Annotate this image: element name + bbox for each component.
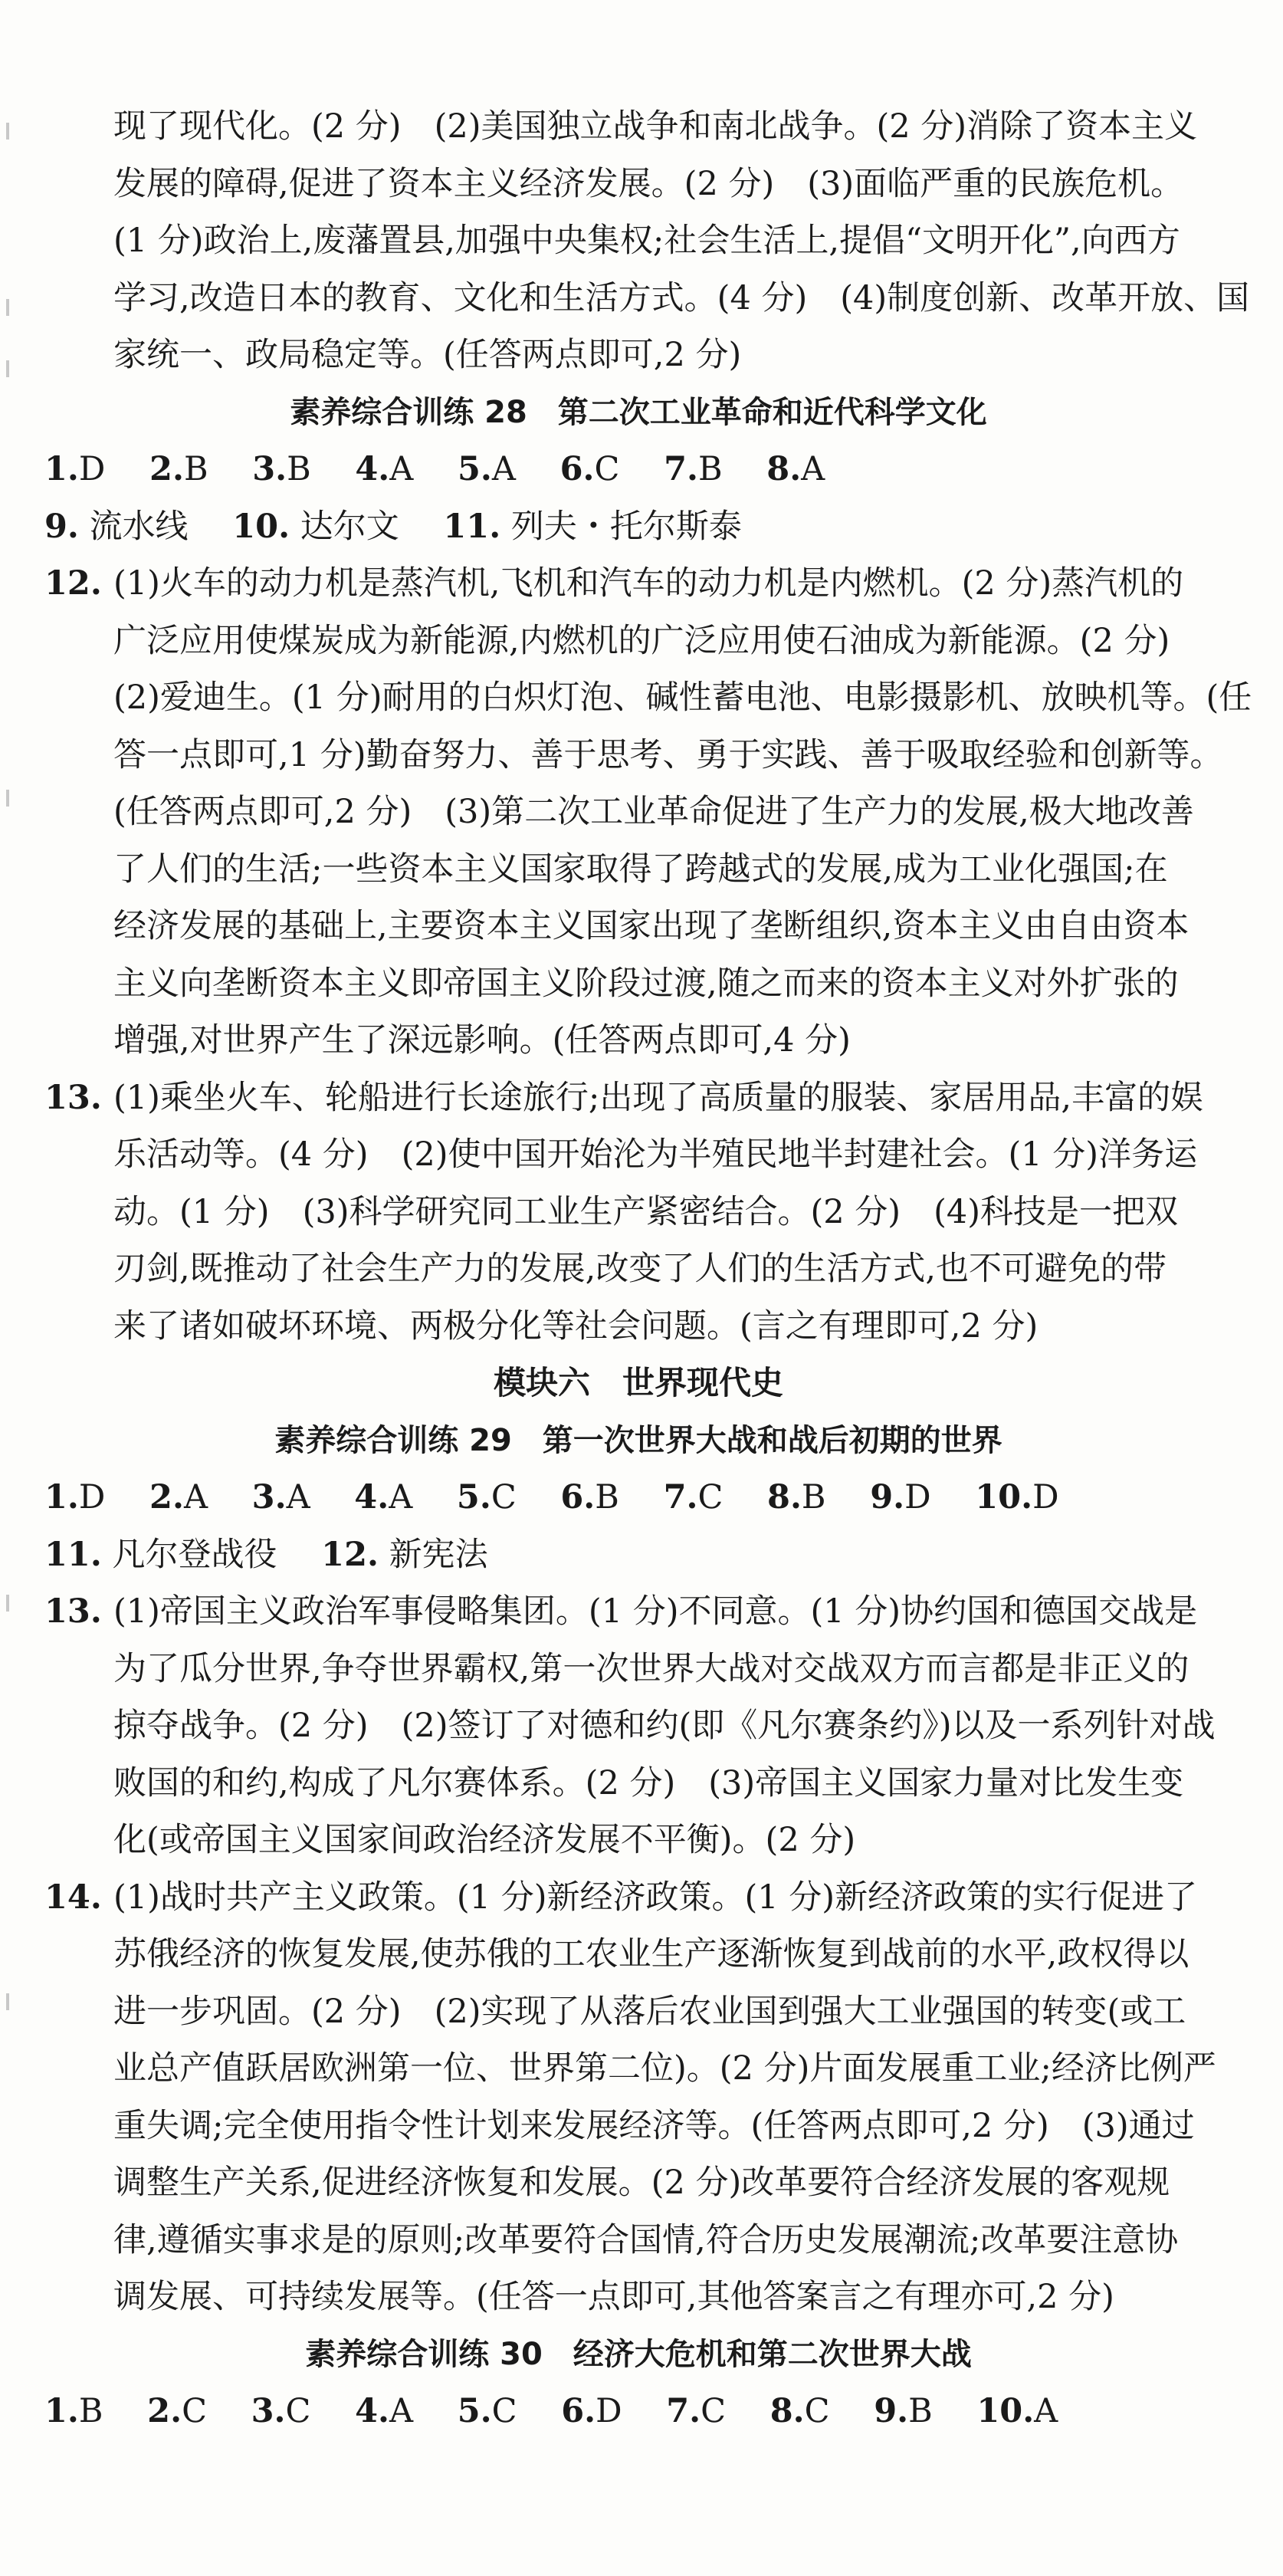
section-title-29: 素养综合训练 29 第一次世界大战和战后初期的世界 (274, 1422, 1002, 1458)
text-line: 进一步巩固。(2 分) (2)实现了从落后农业国到强大工业强国的转变(或工 (113, 1992, 1186, 2031)
answer-item: 7.B (664, 450, 723, 488)
answer-item: 1.D (44, 1478, 106, 1516)
answer-item: 10.D (975, 1478, 1059, 1516)
answer-item: 2.B (149, 450, 208, 488)
text-line: (1)战时共产主义政策。(1 分)新经济政策。(1 分)新经济政策的实行促进了 (113, 1878, 1198, 1917)
answer-item: 6.D (561, 2392, 622, 2430)
mc-answers-30 (44, 2383, 1232, 2440)
text-line: 掠夺战争。(2 分) (2)签订了对德和约(即《凡尔赛条约》)以及一系列针对战 (113, 1707, 1216, 1745)
fill-answers-29 (44, 1526, 1232, 1584)
question-number: 14. (44, 1878, 102, 1917)
text-line: 调发展、可持续发展等。(任答一点即可,其他答案言之有理亦可,2 分) (113, 2278, 1114, 2316)
answer-item: 8.B (767, 1478, 826, 1516)
answer-item: 4.A (354, 1478, 413, 1516)
text-line: 发展的障碍,促进了资本主义经济发展。(2 分) (3)面临严重的民族危机。 (113, 164, 1184, 203)
answer-item: 8.A (766, 450, 825, 488)
text-line: 败国的和约,构成了凡尔赛体系。(2 分) (3)帝国主义国家力量对比发生变 (113, 1763, 1184, 1802)
answer-item: 6.B (560, 1478, 619, 1516)
text-line: 刃剑,既推动了社会生产力的发展,改变了人们的生活方式,也不可避免的带 (113, 1250, 1167, 1288)
text-line: 重失调;完全使用指令性计划来发展经济等。(任答两点即可,2 分) (3)通过 (113, 2106, 1195, 2145)
text-line: (1 分)政治上,废藩置县,加强中央集权;社会生活上,提倡“文明开化”,向西方 (113, 222, 1180, 260)
text-line: (1)帝国主义政治军事侵略集团。(1 分)不同意。(1 分)协约国和德国交战是 (113, 1592, 1198, 1631)
text-line: 现了现代化。(2 分) (2)美国独立战争和南北战争。(2 分)消除了资本主义 (113, 107, 1198, 146)
text-line: 来了诸如破坏环境、两极分化等社会问题。(言之有理即可,2 分) (113, 1306, 1039, 1346)
answer-item: 2.A (149, 1478, 208, 1516)
answer-item: 5.A (458, 450, 516, 488)
answer-item: 5.C (456, 1478, 517, 1516)
answer-item: 3.B (252, 450, 311, 488)
answer-item: 7.C (663, 1478, 724, 1516)
answer-item: 9.B (874, 2392, 933, 2430)
text-line: 学习,改造日本的教育、文化和生活方式。(4 分) (4)制度创新、改革开放、国 (113, 278, 1250, 317)
text-line: 动。(1 分) (3)科学研究同工业生产紧密结合。(2 分) (4)科技是一把双 (113, 1192, 1178, 1231)
answer-item: 7.C (666, 2392, 727, 2430)
answer-item: 9. 流水线 (44, 507, 189, 546)
text-line: 律,遵循实事求是的原则;改革要符合国情,符合历史发展潮流;改革要注意协 (113, 2220, 1179, 2259)
answer-item: 6.C (559, 450, 620, 488)
mc-answers-28 (44, 441, 1232, 498)
section-title-28: 素养综合训练 28 第二次工业革命和近代科学文化 (290, 394, 987, 430)
text-line: (1)火车的动力机是蒸汽机,飞机和汽车的动力机是内燃机。(2 分)蒸汽机的 (113, 564, 1184, 603)
answer-item: 5.C (457, 2392, 517, 2430)
text-line: 经济发展的基础上,主要资本主义国家出现了垄断组织,资本主义由自由资本 (113, 907, 1189, 945)
answer-item: 11. 列夫・托尔斯泰 (443, 507, 742, 546)
text-line: 乐活动等。(4 分) (2)使中国开始沦为半殖民地半封建社会。(1 分)洋务运 (113, 1135, 1198, 1174)
binding-margin (0, 0, 17, 2576)
text-line: 家统一、政局稳定等。(任答两点即可,2 分) (113, 336, 742, 374)
answer-item: 10.A (976, 2392, 1058, 2430)
question-number: 12. (44, 564, 102, 603)
answer-item: 2.C (147, 2392, 207, 2430)
answer-item: 10. 达尔文 (232, 507, 399, 546)
answer-item: 8.C (769, 2392, 830, 2430)
text-line: 增强,对世界产生了深远影响。(任答两点即可,4 分) (113, 1021, 851, 1060)
mc-answers-29 (44, 1469, 1232, 1526)
text-line: 苏俄经济的恢复发展,使苏俄的工农业生产逐渐恢复到战前的水平,政权得以 (113, 1935, 1189, 1973)
answer-item: 4.A (355, 450, 414, 488)
module-title: 模块六 世界现代史 (493, 1364, 783, 1401)
text-line: (1)乘坐火车、轮船进行长途旅行;出现了高质量的服装、家居用品,丰富的娱 (113, 1078, 1204, 1117)
text-line: 主义向垄断资本主义即帝国主义阶段过渡,随之而来的资本主义对外扩张的 (113, 964, 1179, 1003)
answer-item: 11. 凡尔登战役 (44, 1535, 277, 1574)
text-line: 化(或帝国主义国家间政治经济发展不平衡)。(2 分) (113, 1821, 856, 1859)
intro-paragraph (44, 98, 1250, 384)
question-number: 13. (44, 1592, 102, 1631)
question-12 (44, 555, 1252, 1070)
text-line: 调整生产关系,促进经济恢复和发展。(2 分)改革要符合经济发展的客观规 (113, 2164, 1170, 2202)
question-13 (44, 1070, 1232, 1355)
text-line: (任答两点即可,2 分) (3)第二次工业革命促进了生产力的发展,极大地改善 (113, 793, 1194, 831)
answer-content (44, 98, 1252, 2440)
question-13 (44, 1583, 1232, 1869)
text-line: 广泛应用使煤炭成为新能源,内燃机的广泛应用使石油成为新能源。(2 分) (113, 621, 1170, 660)
question-number: 13. (44, 1078, 102, 1117)
answer-item: 1.D (44, 450, 106, 488)
section-title-30: 素养综合训练 30 经济大危机和第二次世界大战 (305, 2336, 972, 2372)
answer-item: 9.D (870, 1478, 931, 1516)
text-line: 业总产值跃居欧洲第一位、世界第二位)。(2 分)片面发展重工业;经济比例严 (113, 2049, 1216, 2088)
text-line: 为了瓜分世界,争夺世界霸权,第一次世界大战对交战双方而言都是非正义的 (113, 1649, 1189, 1688)
answer-item: 12. 新宪法 (321, 1535, 488, 1574)
text-line: 了人们的生活;一些资本主义国家取得了跨越式的发展,成为工业化强国;在 (113, 849, 1168, 889)
text-line: 答一点即可,1 分)勤奋努力、善于思考、勇于实践、善于吸取经验和创新等。 (113, 735, 1223, 774)
answer-item: 1.B (44, 2392, 103, 2430)
fill-answers-28 (44, 498, 1232, 556)
answer-item: 4.A (355, 2392, 414, 2430)
question-14 (44, 1869, 1232, 2326)
text-line: (2)爱迪生。(1 分)耐用的白炽灯泡、碱性蓄电池、电影摄影机、放映机等。(任 (113, 678, 1252, 717)
answer-item: 3.A (251, 1478, 310, 1516)
answer-item: 3.C (251, 2392, 311, 2430)
